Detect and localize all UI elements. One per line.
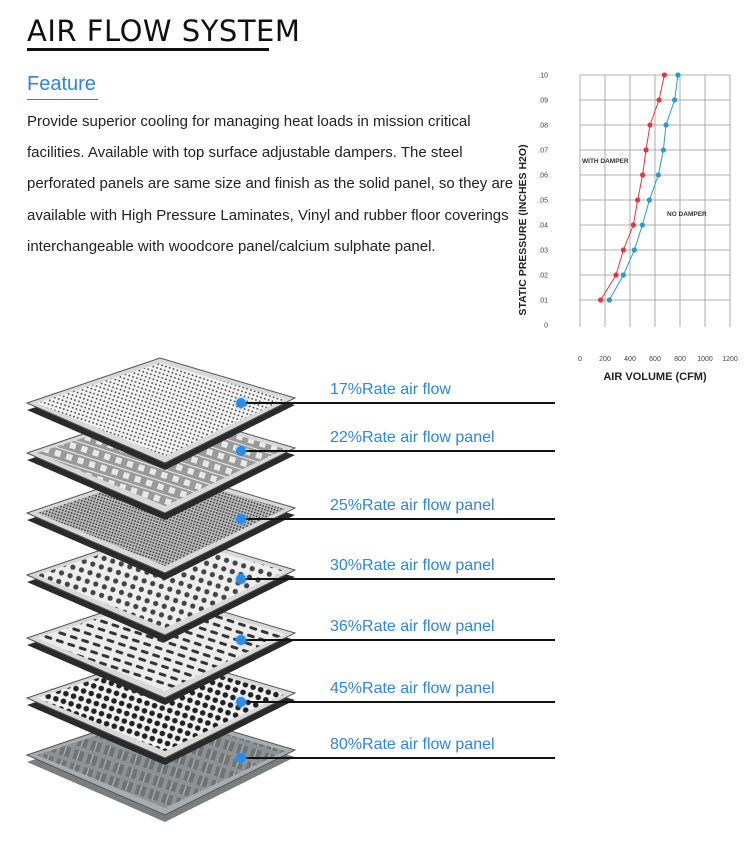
leader-line	[243, 757, 555, 759]
panel-label: 17%Rate air flow	[330, 381, 451, 398]
data-point	[640, 172, 645, 177]
data-point	[643, 147, 648, 152]
chart-ylabel: STATIC PRESSURE (INCHES H2O)	[517, 144, 529, 316]
y-tick-label: 0	[544, 322, 548, 330]
x-tick-label: 600	[649, 356, 661, 363]
data-point	[635, 197, 640, 202]
x-tick-label: 800	[674, 356, 686, 363]
data-point	[621, 272, 626, 277]
x-tick-label: 0	[578, 356, 582, 363]
marker-dot	[236, 398, 246, 408]
data-point	[661, 147, 666, 152]
panel-label: 80%Rate air flow panel	[330, 736, 495, 753]
y-tick-label: .08	[538, 122, 548, 130]
airflow-chart	[510, 60, 750, 390]
data-point	[656, 172, 661, 177]
y-tick-label: .05	[538, 197, 548, 205]
leader-line	[243, 518, 555, 520]
marker-dot	[236, 574, 246, 584]
title-underline	[27, 48, 269, 51]
panel-label: 25%Rate air flow panel	[330, 497, 495, 514]
y-tick-label: .07	[538, 147, 548, 155]
leader-line	[243, 701, 555, 703]
feature-heading: Feature	[27, 73, 96, 95]
data-point	[662, 72, 667, 77]
panel-label: 30%Rate air flow panel	[330, 557, 495, 574]
leader-line	[243, 639, 555, 641]
y-tick-label: .03	[538, 247, 548, 255]
x-tick-label: 1200	[722, 356, 738, 363]
x-tick-label: 400	[624, 356, 636, 363]
feature-description: Provide superior cooling for managing heat loads in mission critical facilities. Available with top surface adjustable dampers. The steel perforated panels are same size and finish as the solid panel, so they are available with High Pressure Laminates, Vinyl and rubber floor coverings interchangeable with woodcore panel/calcium sulphate panel.	[27, 113, 514, 255]
data-point	[656, 97, 661, 102]
data-point	[632, 247, 637, 252]
marker-dot	[236, 697, 246, 707]
data-point	[607, 297, 612, 302]
y-tick-label: .02	[538, 272, 548, 280]
page-title: AIR FLOW SYSTEM	[27, 14, 301, 48]
x-tick-label: 1000	[697, 356, 713, 363]
data-point	[663, 122, 668, 127]
data-point	[640, 222, 645, 227]
data-point	[672, 97, 677, 102]
y-tick-label: .09	[538, 97, 548, 105]
marker-dot	[236, 753, 246, 763]
feature-underline	[27, 99, 98, 100]
data-point	[647, 122, 652, 127]
marker-dot	[236, 514, 246, 524]
panel-label: 45%Rate air flow panel	[330, 680, 495, 697]
chart-xlabel: AIR VOLUME (CFM)	[603, 371, 707, 383]
marker-dot	[236, 635, 246, 645]
x-tick-label: 200	[599, 356, 611, 363]
y-tick-label: .01	[538, 297, 548, 305]
y-tick-label: .10	[538, 72, 548, 80]
marker-dot	[236, 446, 246, 456]
data-point	[621, 247, 626, 252]
y-tick-label: .06	[538, 172, 548, 180]
data-point	[613, 272, 618, 277]
panel-label: 36%Rate air flow panel	[330, 618, 495, 635]
data-point	[647, 197, 652, 202]
panel-stack-illustration	[0, 340, 320, 844]
leader-line	[243, 578, 555, 580]
legend-no-damper: NO DAMPER	[667, 211, 707, 218]
data-point	[631, 222, 636, 227]
y-tick-label: .04	[538, 222, 548, 230]
leader-line	[243, 402, 555, 404]
data-point	[675, 72, 680, 77]
leader-line	[243, 450, 555, 452]
series-line-1	[609, 75, 678, 300]
data-point	[598, 297, 603, 302]
legend-with-damper: WITH DAMPER	[582, 158, 629, 165]
panel-label: 22%Rate air flow panel	[330, 429, 495, 446]
